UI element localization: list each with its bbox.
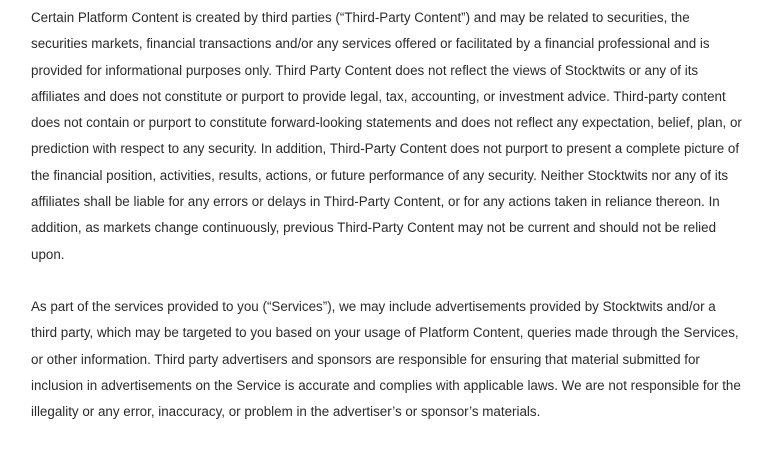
third-party-content-paragraph: Certain Platform Content is created by third parties (“Third-Party Content”) and may be related to securities, the securities markets, financial transactions and/or any services offered or facilitated by a financial professional and is provided for informational purposes only. Third Party Content does not reflect the views of Stocktwits or any of its affiliates and does not constitute or purport to provide legal, tax, accounting, or investment advice. Third-party content does not contain or purport to constitute forward-looking statements and does not reflect any expectation, belief, plan, or prediction with respect to any security. In addition, Third-Party Content does not purport to present a complete picture of the financial position, activities, results, actions, or future performance of any security. Neither Stocktwits nor any of its affiliates shall be liable for any errors or delays in Third-Party Content, or for any actions taken in reliance thereon. In addition, as markets change continuously, previous Third-Party Content may not be current and should not be relied upon. — [31, 10, 742, 262]
advertisements-paragraph: As part of the services provided to you (“Services”), we may include advertisements provided by Stocktwits and/or a third party, which may be targeted to you based on your usage of Platform Content, queries made through the Services, or other information. Third party advertisers and sponsors are responsible for ensuring that material submitted for inclusion in advertisements on the Service is accurate and complies with applicable laws. We are not responsible for the illegality or any error, inaccuracy, or problem in the advertiser’s or sponsor’s materials. — [31, 298, 741, 420]
disclaimer-content — [31, 5, 743, 425]
